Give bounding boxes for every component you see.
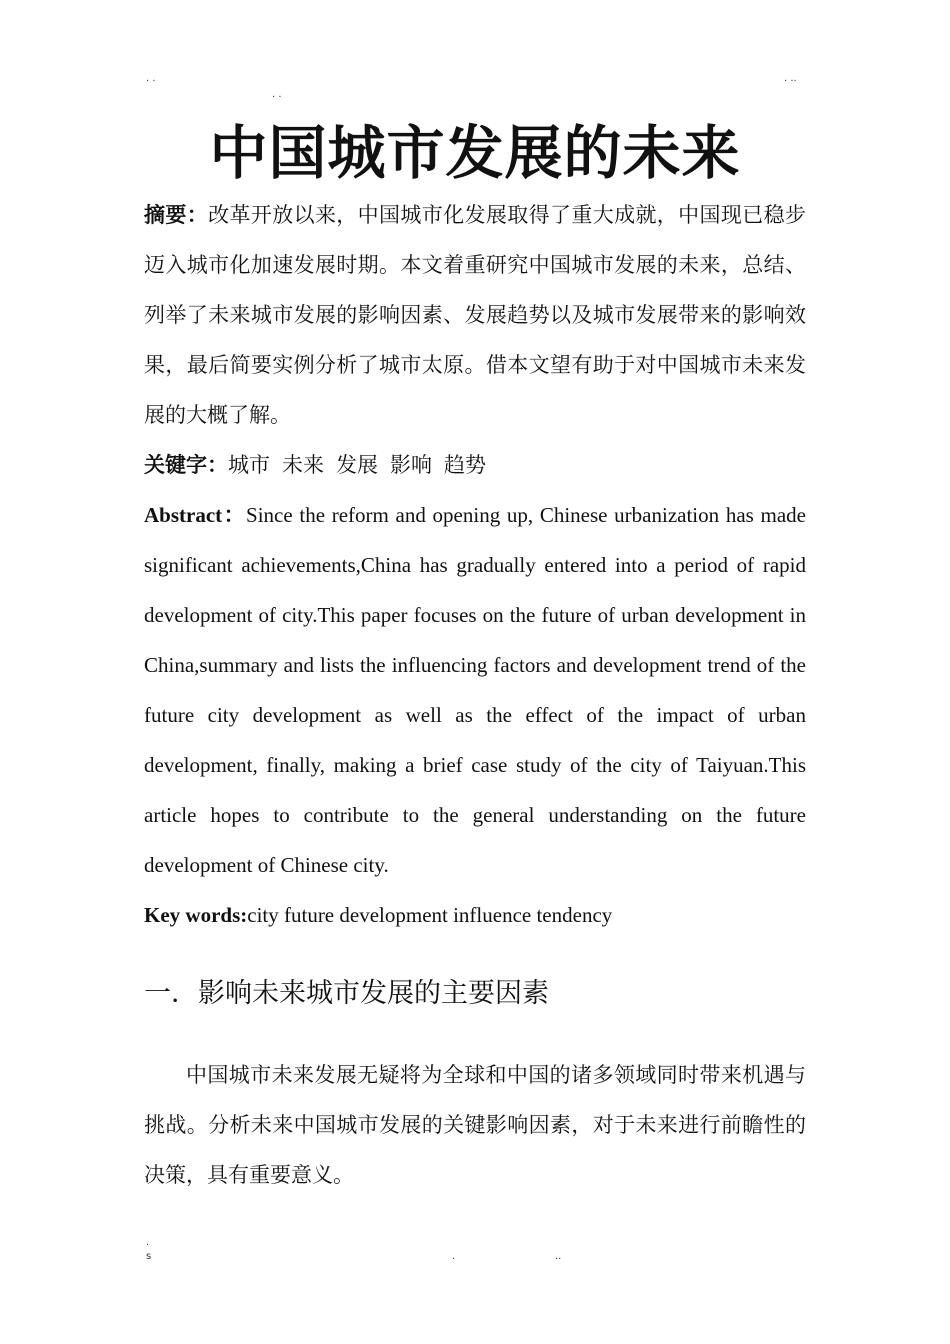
document-body [144,190,806,1200]
keywords-cn-label: 关键字： [144,453,228,477]
section-1-heading: 一．影响未来城市发展的主要因素 [144,978,549,1009]
abstract-en-text: Since the reform and opening up, Chinese urbanization has made significant achievements,China has gradually entered into a period of rapid development of city.This paper focuses on the future of urban development in China,summary and lists the influencing factors and development trend of the future city development as well as the effect of the impact of urban development, finally, making a brief case study of the city of Taiyuan.This article hopes to contribute to the general understanding on the future development of Chinese city. [144,503,806,877]
abstract-cn-label: 摘要： [144,203,209,227]
keyword-item: 趋势 [444,453,486,477]
section-1-paragraph: 中国城市未来发展无疑将为全球和中国的诸多领域同时带来机遇与挑战。分析未来中国城市发展的关键影响因素，对于未来进行前瞻性的决策，具有重要意义。 [144,1063,806,1187]
keyword-item: 城市 [228,453,270,477]
abstract-en-label: Abstract： [144,503,247,527]
abstract-cn-text: 改革开放以来，中国城市化发展取得了重大成就，中国现已稳步迈入城市化加速发展时期。本文着重研究中国城市发展的未来，总结、列举了未来城市发展的影响因素、发展趋势以及城市发展带来的影响效果，最后简要实例分析了城市太原。借本文望有助于对中国城市未来发展的大概了解。 [144,203,807,427]
document-title: 中国城市发展的未来 [209,119,741,187]
header-mark-left: . . [146,73,156,84]
footer-mark-left-top: . [146,1237,150,1248]
header-mark-center: . . [272,89,282,100]
keyword-item: 未来 [282,453,324,477]
footer-mark-left: s [146,1251,152,1262]
footer-mark-right: .. [555,1251,562,1262]
keywords-en-label: Key words: [144,903,248,927]
footer-mark-center: . [452,1251,456,1262]
keyword-item: 发展 [336,453,378,477]
keywords-en [144,890,806,940]
header-mark-right: . .. [784,73,797,84]
keywords-cn [144,440,806,490]
abstract-en [144,490,806,890]
keywords-en-text: city future development influence tendency [247,903,613,927]
keyword-item: 影响 [390,453,432,477]
abstract-cn [144,190,806,440]
